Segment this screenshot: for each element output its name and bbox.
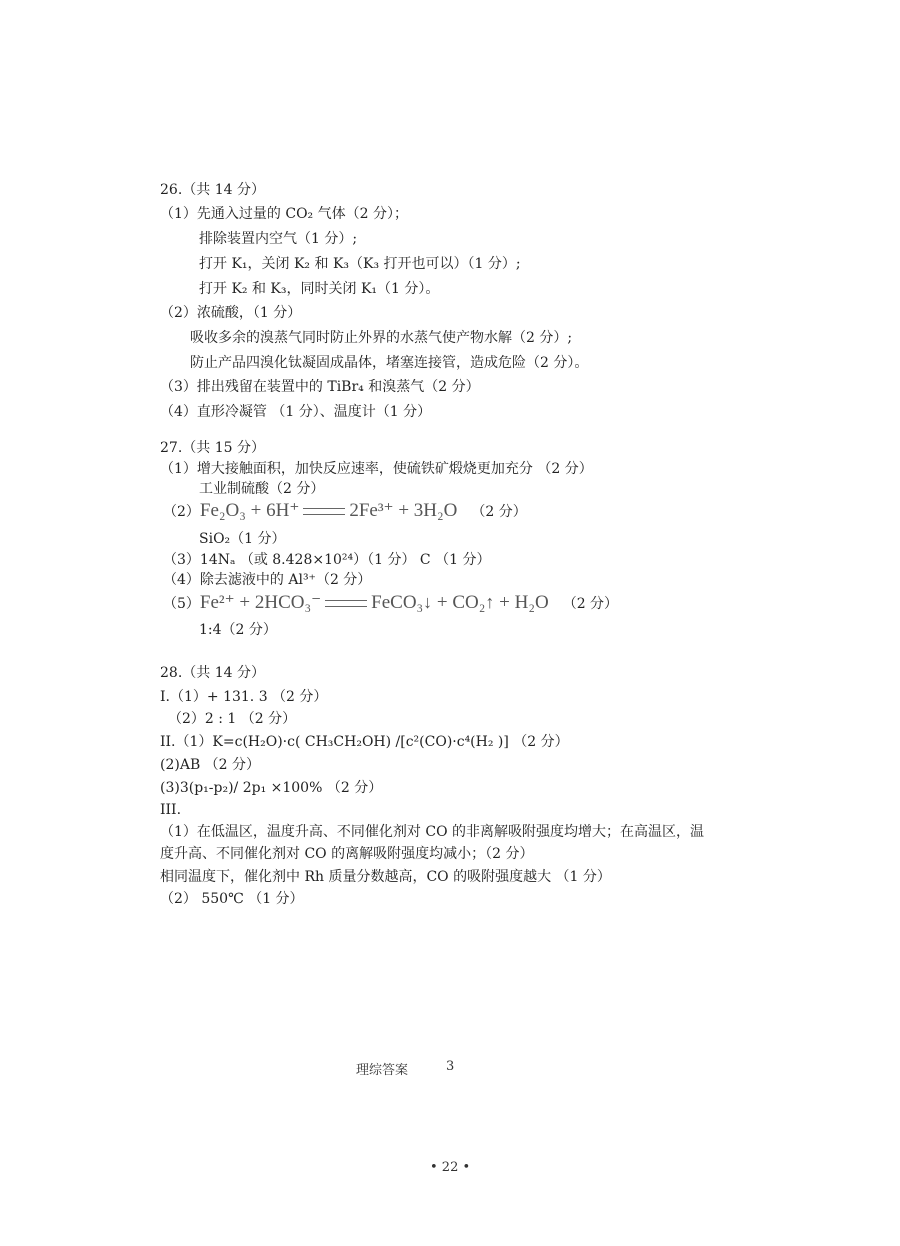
q27-line-5: （4）除去滤液中的 Al³⁺（2 分） (163, 572, 372, 588)
q28-line-9: 相同温度下，催化剂中 Rh 质量分数越高，CO 的吸附强度越大 （1 分） (160, 869, 611, 885)
q28-line-2: （2）2 : 1 （2 分） (168, 711, 297, 727)
q27-eq5-rhs-b: + CO₂ (436, 592, 486, 613)
q26-line-7: 防止产品四溴化钛凝固成晶体，堵塞连接管，造成危险（2 分）。 (190, 355, 589, 371)
q27-line-3: SiO₂（1 分） (199, 531, 286, 547)
q27-eq5-rhs-c: + H₂O (499, 592, 549, 613)
q27-equation-2 (163, 500, 527, 523)
q27-header: 27.（共 15 分） (160, 440, 265, 456)
page-footer-title: 理综答案 (356, 1063, 409, 1078)
q27-line-1: （1）增大接触面积，加快反应速率，使硫铁矿煅烧更加充分 （2 分） (160, 461, 593, 477)
q26-header: 26.（共 14 分） (160, 182, 265, 198)
q27-eq2-rhs: 2Fe³⁺ + 3H₂O (349, 500, 458, 521)
q28-line-1: I.（1）+ 131. 3 （2 分） (160, 689, 328, 705)
q27-line-6: 1:4（2 分） (199, 622, 277, 638)
page-bottom-number: • 22 • (430, 1160, 471, 1175)
q28-line-3: II.（1）K=c(H₂O)·c( CH₃CH₂OH) /[c²(CO)·c⁴(H₂ )] （2 分） (160, 734, 569, 750)
q26-line-8: （3）排出残留在装置中的 TiBr₄ 和溴蒸气（2 分） (160, 379, 480, 395)
q28-line-10: （2） 550℃ （1 分） (160, 891, 304, 907)
q28-header: 28.（共 14 分） (160, 665, 265, 681)
q26-line-5: （2）浓硫酸，（1 分） (160, 305, 302, 321)
q27-eq5-lhs: Fe²⁺ + 2HCO₃⁻ (199, 592, 322, 613)
q28-line-6: III. (160, 802, 182, 818)
q27-eq5-points: （2 分） (562, 596, 619, 612)
q27-equation-5 (163, 591, 618, 615)
q26-line-4: 打开 K₂ 和 K₃，同时关闭 K₁（1 分）。 (199, 281, 440, 297)
q28-line-7: （1）在低温区，温度升高、不同催化剂对 CO 的非离解吸附强度均增大；在高温区，温 (160, 824, 704, 840)
equals-sign (325, 600, 367, 607)
q26-line-2: 排除装置内空气（1 分）; (199, 231, 358, 247)
precipitate-down-arrow-icon: ↓ (423, 592, 433, 612)
q27-eq2-label: （2） (163, 504, 200, 520)
q27-eq5-rhs-a: FeCO₃ (371, 592, 424, 613)
q28-line-8: 度升高、不同催化剂对 CO 的离解吸附强度均减小；（2 分） (160, 846, 534, 862)
q27-eq5-label: （5） (163, 596, 200, 612)
q26-line-1: （1）先通入过量的 CO₂ 气体（2 分）； (160, 206, 408, 222)
q27-line-4: （3）14Nₐ （或 8.428×10²⁴）（1 分） C （1 分） (163, 552, 491, 568)
q28-line-4: (2)AB （2 分） (160, 757, 261, 773)
q28-line-5: (3)3(p₁-p₂)/ 2p₁ ×100% （2 分） (160, 780, 383, 796)
equals-sign (303, 508, 345, 515)
q27-eq2-points: （2 分） (471, 504, 527, 520)
q26-line-3: 打开 K₁，关闭 K₂ 和 K₃（K₃ 打开也可以）（1 分）; (199, 256, 521, 272)
q27-line-2: 工业制硫酸（2 分） (199, 481, 325, 497)
q27-eq2-lhs: Fe₂O₃ + 6H⁺ (199, 500, 300, 521)
q26-line-6: 吸收多余的溴蒸气同时防止外界的水蒸气使产物水解（2 分）; (190, 330, 573, 346)
q26-line-9: （4）直形冷凝管 （1 分）、温度计（1 分） (160, 404, 432, 420)
page-footer-number: 3 (446, 1059, 455, 1074)
gas-up-arrow-icon: ↑ (485, 592, 495, 612)
